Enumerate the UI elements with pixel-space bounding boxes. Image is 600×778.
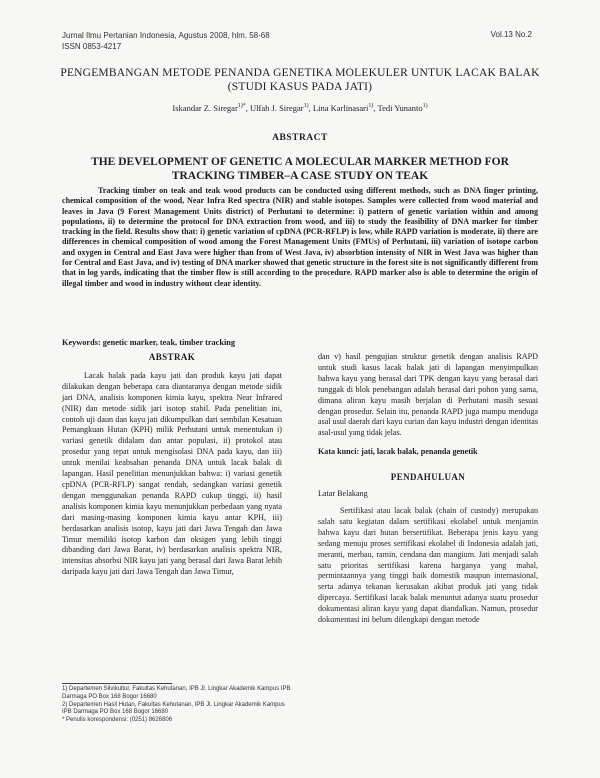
journal-issn: ISSN 0853-4217 [62,42,122,51]
author-affiliation: 1) [422,103,428,110]
abstrak-text: Lacak balak pada kayu jati dan produk kayu jati dapat dilakukan dengan beberapa cara diantaranya dengan metode sidik jari DNA, analisis komponen kimia kayu, spektra Near Infrared (NIR) dan metode sidik jari isotop stabil. Pada penelitian ini, contoh uji daun dan kayu jati dikumpulkan dari sembilan Kesatuan Pemangkuan Hutan (KPH) milik Perhutani untuk menentukan i) variasi genetik didalam dan antar populasi, ii) protokol atau prosedur yang tepat untuk mengisolasi DNA pada kayu, dan iii) untuk menilai keabsahan penanda DNA untuk lacak balak di lapangan. Hasil penelitian menunjukkan bahwa: i) variasi genetik cpDNA (PCR-RFLP) sangat rendah, sedangkan variasi genetik dengan menggunakan penanda RAPD cukup tinggi, ii) hasil analisis komponen kimia kayu menunjukkan perbedaan yang nyata dari masing-masing komponen kimia kayu antar KPH, iii) berdasarkan analisis isotop, kayu jati dari Jawa Tengah dan Jawa Timur memiliki isotop karbon dan oksigen yang lebih tinggi dibanding dari Jawa Barat, iv) berdasarkan analisis spektra NIR, intensitas absorbsi NIR kayu jati yang berasal dari Jawa Barat lebih daripada kayu jati dari Jawa Tengah dan Jawa Timur, [62,370,282,577]
journal-volume: Vol.13 No.2 [490,30,532,39]
abstrak-continuation: dan v) hasil pengujian struktur genetik dengan analisis RAPD untuk studi kasus lacak balak jati di lapangan menyimpulkan bahwa kayu yang berasal dari TPK dengan kayu yang berasal dari tunggak di blok penebangan adalah berasal dari pohon yang sama, dimana aliran kayu masih berjalan di Perhutani masih sesuai dengan prosedur. Selain itu, penanda RAPD juga mampu menduga asal usul daerah dari kayu curian dan kayu industri dengan identitas asal-usul yang tidak jelas. [318,352,538,438]
author-name: Iskandar Z. Siregar [172,103,238,113]
author-affiliation: 1) [368,103,374,110]
footnote: * Penulis korespondensi: (0251) 8626806 [62,717,173,724]
author-affiliation: 1) [303,103,309,110]
author-name: Lina Karlinasari [312,103,369,113]
abstract-english: Tracking timber on teak and teak wood products can be conducted using different methods, such as DNA finger printing, chemical composition of the wood, Near Infra Red spectra (NIR) and stable isotopes. Samples were collected from wood material and leaves in Java (9 Forest Management Units district) of Perhutani to determine: i) pattern of genetic variation within and among populations, ii) to determine the protocol for DNA extraction from wood, and iii) to study the feasibility of DNA marker for timber tracking in the field. Results show that: i) genetic variation of cpDNA (PCR-RFLP) is low, while RAPD variation is moderate, ii) there are differences in chemical composition of wood among the Forest Management Units (FMUs) of Perhutani, iii) variation of isotope carbon and oxygen in Central and East Java were higher than from of West Java, iv) absorbtion intensity of NIR in West Java was higher than for Central and East Java, and iv) testing of DNA marker showed that genetic structure in the forest site is not significantly different from that in log yards, indicating that the timber flow is still according to the procedure. RAPD marker also is able to determine the origin of illegal timber and wood in industry without clear identity. [62,186,538,288]
kata-kunci: Kata kunci: jati, lacak balak, penanda genetik [318,447,478,457]
author-name: Tedi Yunanto [377,103,423,113]
journal-header [62,30,270,52]
paper-title-indonesian: PENGEMBANGAN METODE PENANDA GENETIKA MOLEKULER UNTUK LACAK BALAK (STUDI KASUS PADA JATI) [60,67,540,93]
footnotes [62,686,292,725]
right-column [318,352,538,626]
abstract-heading: ABSTRACT [272,133,328,143]
author-affiliation: 1)* [237,103,246,110]
pendahuluan-heading: PENDAHULUAN [390,472,466,483]
paper-title-english: THE DEVELOPMENT OF GENETIC A MOLECULAR MARKER METHOD FOR TRACKING TIMBER–A CASE STUDY ON TEAK [91,156,509,182]
footnote: 1) Departemen Silvikultur, Fakultas Kehutanan, IPB Jl. Lingkar Akademik Kampus IPB Darmaga PO Box 168 Bogor 16680 [62,686,291,700]
journal-citation: Jurnal Ilmu Pertanian Indonesia, Agustus 2008, hlm. 58-68 [62,31,270,40]
pendahuluan-text: Sertifikasi atau lacak balak (chain of custody) merupakan salah satu kegiatan dalam sertifikasi ekolabel untuk menjamin bahwa kayu dari hutan bersertifikat. Beberapa jenis kayu yang sedang menuju proses sertifikasi ekolabel di Indonesia adalah jati, meranti, merbau, ramin, cendana dan mangium. Jati menjadi salah satu prioritas sertifikasi karena harganya yang mahal, permintaannya yang tinggi baik domestik maupun internasional, serta adanya tekanan kerusakan akibat produk jati yang tidak dipercaya. Sertifikasi lacak balak menuntut adanya suatu prosedur dokumentasi aliran kayu yang dapat diandalkan. Namun, prosedur dokumentasi ini belum dilengkapi dengan metode [318,505,538,625]
footnote: 2) Departemen Hasil Hutan, Fakultas Kehutanan, IPB Jl. Lingkar Akademik Kampus IPB Darmaga PO Box 168 Bogor 16680 [62,701,285,716]
keywords: Keywords: genetic marker, teak, timber tracking [62,338,236,347]
footnote-divider [62,683,172,684]
left-column [62,352,282,578]
abstrak-heading: ABSTRAK [148,352,196,362]
author-name: Ulfah J. Siregar [250,103,304,113]
author-list: Iskandar Z. Siregar$^{1)*}$, Ulfah J. Siregar$^{1)}$, Lina Karlinasari$^{1)}$, Tedi Yunanto$^{1)}$ [172,103,428,113]
latar-belakang-heading: Latar Belakang [318,489,368,499]
